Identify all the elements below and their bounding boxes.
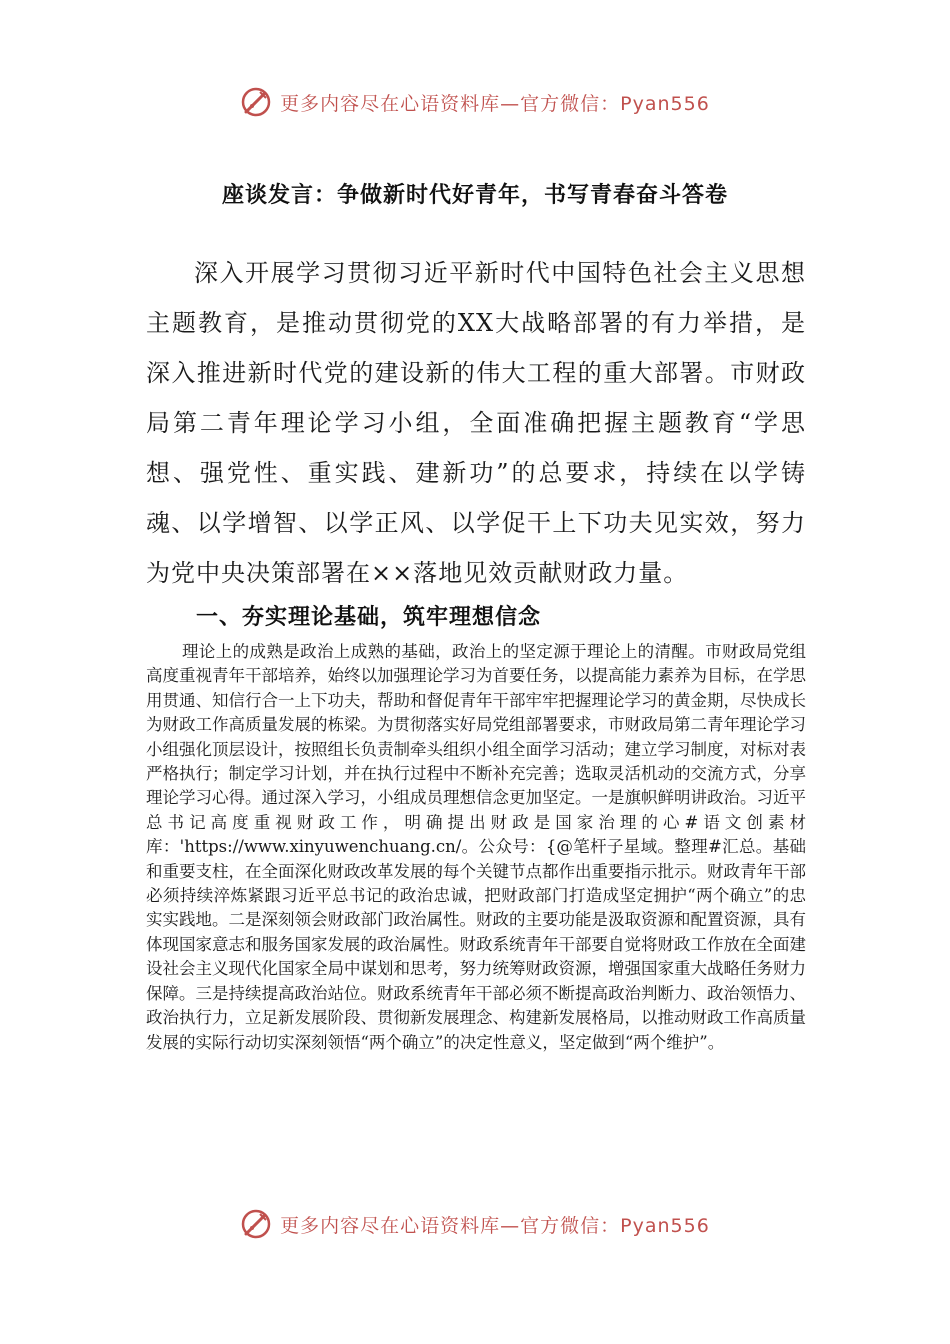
pen-seal-icon — [240, 86, 272, 118]
footer-banner — [0, 1208, 950, 1240]
section-body: 理论上的成熟是政治上成熟的基础，政治上的坚定源于理论上的清醒。市财政局党组高度重视青年干部培养，始终以加强理论学习为首要任务，以提高能力素养为目标，在学思用贯通、知信行合一上下功夫，帮助和督促青年干部牢牢把握理论学习的黄金期，尽快成长为财政工作高质量发展的栋梁。为贯彻落实好局党组部署要求，市财政局第二青年理论学习小组强化顶层设计，按照组长负责制牵头组织小组全面学习活动；建立学习制度，对标对表严格执行；制定学习计划，并在执行过程中不断补充完善；选取灵活机动的交流方式，分享理论学习心得。通过深入学习，小组成员理想信念更加坚定。一是旗帜鲜明讲政治。习近平总书记高度重视财政工作，明确提出财政是国家治理的心#语文创素材库：'https://www.xinyuwenchuang.cn/。公众号：{@笔杆子星域。整理#汇总。基础和重要支柱，在全面深化财政改革发展的每个关键节点都作出重要指示批示。财政青年干部必须持续淬炼紧跟习近平总书记的政治忠诚，把财政部门打造成坚定拥护“两个确立”的忠实实践地。二是深刻领会财政部门政治属性。财政的主要功能是汲取资源和配置资源，具有体现国家意志和服务国家发展的政治属性。财政系统青年干部要自觉将财政工作放在全面建设社会主义现代化国家全局中谋划和思考，努力统筹财政资源，增强国家重大战略任务财力保障。三是持续提高政治站位。财政系统青年干部必须不断提高政治判断力、政治领悟力、政治执行力，立足新发展阶段、贯彻新发展理念、构建新发展格局，以推动财政工作高质量发展的实际行动切实深刻领悟“两个确立”的决定性意义，坚定做到“两个维护”。 — [146, 642, 806, 1052]
banner-text: 更多内容尽在心语资料库—官方微信：Pyan556 — [280, 92, 710, 115]
document-title: 座谈发言：争做新时代好青年，书写青春奋斗答卷 — [221, 183, 728, 208]
section-heading: 一、夯实理论基础，筑牢理想信念 — [196, 605, 542, 630]
banner-text: 更多内容尽在心语资料库—官方微信：Pyan556 — [280, 1214, 710, 1237]
lead-paragraph: 深入开展学习贯彻习近平新时代中国特色社会主义思想主题教育，是推动贯彻党的XX大战略部署的有力举措，是深入推进新时代党的建设新的伟大工程的重大部署。市财政局第二青年理论学习小组，全面准确把握主题教育“学思想、强党性、重实践、建新功”的总要求，持续在以学铸魂、以学增智、以学正风、以学促干上下功夫见实效，努力为党中央决策部署在××落地见效贡献财政力量。 — [146, 259, 806, 587]
header-banner — [0, 86, 950, 118]
pen-seal-icon — [240, 1208, 272, 1240]
